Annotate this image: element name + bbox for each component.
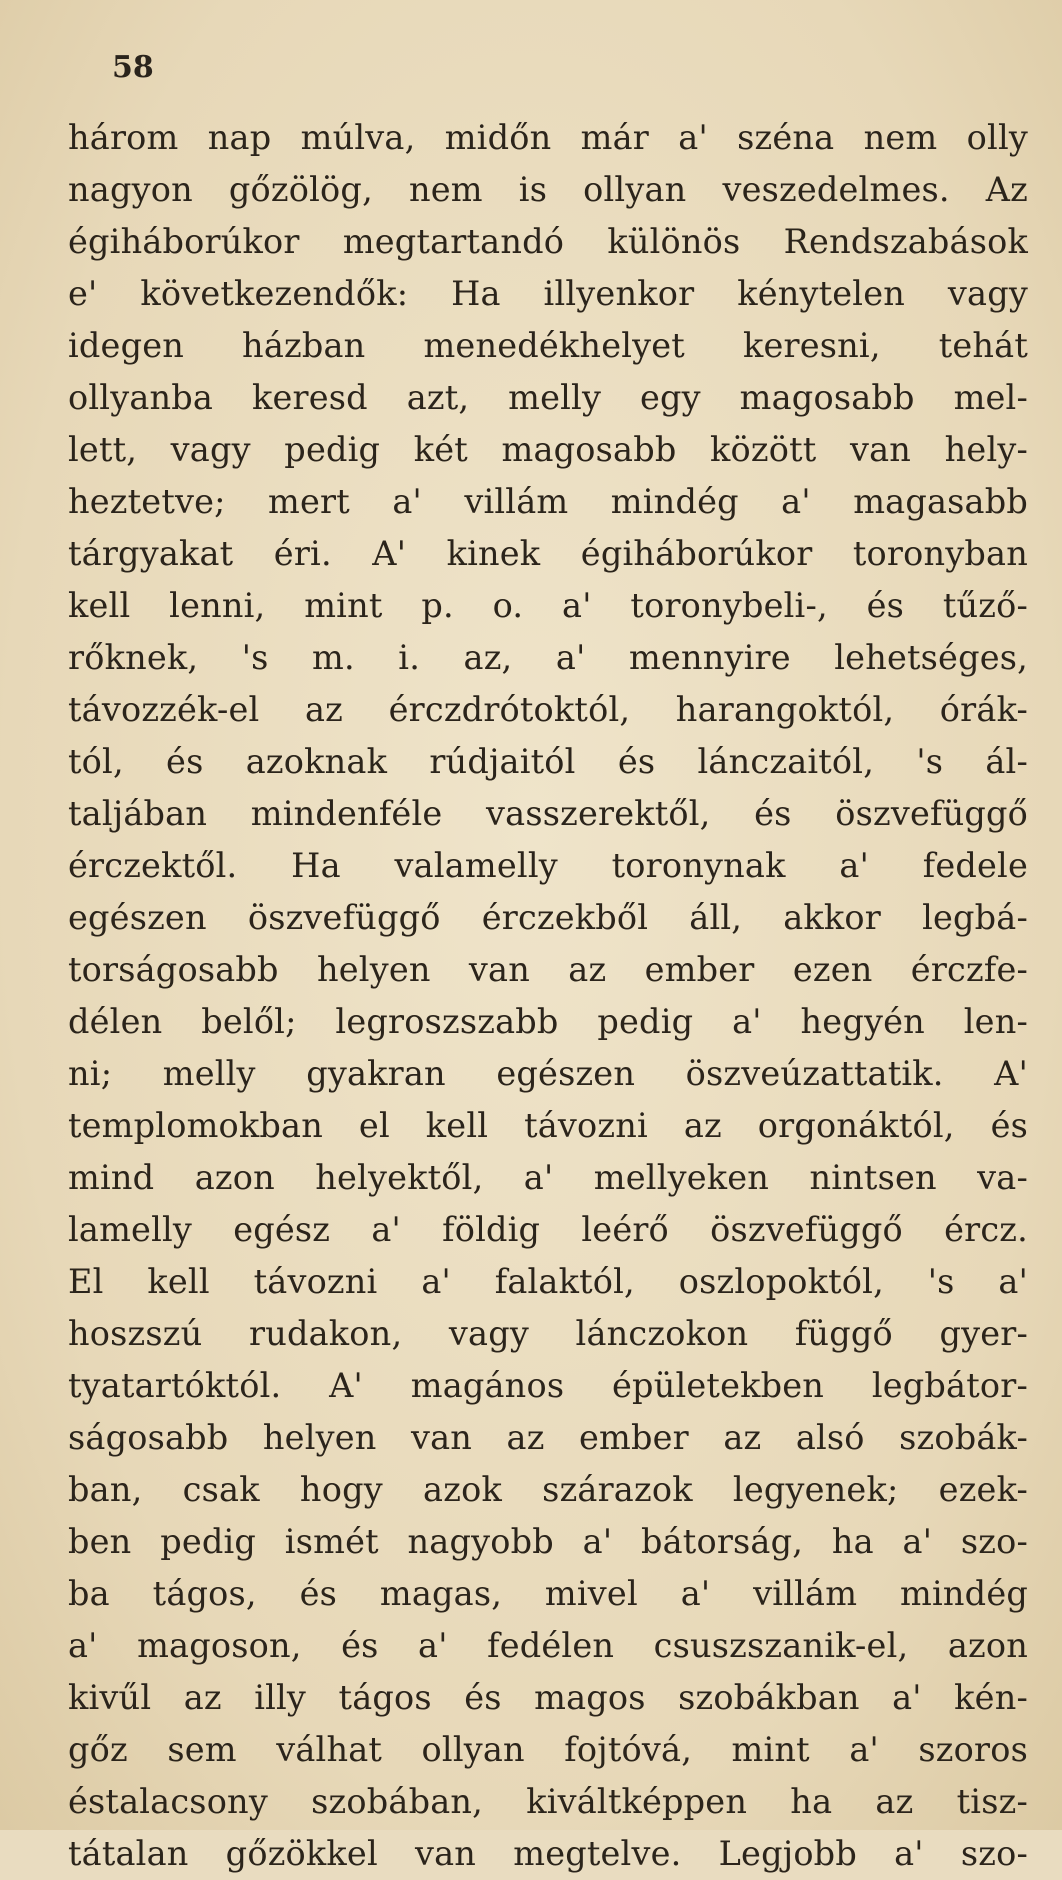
text-line: három nap múlva, midőn már a' széna nem olly xyxy=(68,118,1028,157)
text-line: hoszszú rudakon, vagy lánczokon függő gyer- xyxy=(68,1314,1028,1353)
text-line: nagyon gőzölög, nem is ollyan veszedelmes. Az xyxy=(68,170,1028,209)
text-line: lett, vagy pedig két magosabb között van hely- xyxy=(68,430,1028,469)
text-line: érczektől. Ha valamelly toronynak a' fedele xyxy=(68,846,1028,885)
text-line: távozzék-el az érczdrótoktól, harangoktól, órák- xyxy=(68,690,1028,729)
text-line: ben pedig ismét nagyobb a' bátorság, ha a' szo- xyxy=(68,1522,1028,1561)
text-line: gőz sem válhat ollyan fojtóvá, mint a' szoros xyxy=(68,1730,1028,1769)
text-line: ba tágos, és magas, mivel a' villám mindég xyxy=(68,1574,1028,1613)
text-line: a' magoson, és a' fedélen csuszszanik-el, azon xyxy=(68,1626,1028,1665)
text-line: ban, csak hogy azok szárazok legyenek; ezek- xyxy=(68,1470,1028,1509)
text-line: tátalan gőzökkel van megtelve. Legjobb a' szo- xyxy=(68,1834,1028,1873)
text-line: egészen öszvefüggő érczekből áll, akkor legbá- xyxy=(68,898,1028,937)
text-line: idegen házban menedékhelyet keresni, tehát xyxy=(68,326,1028,365)
text-line: tárgyakat éri. A' kinek égiháborúkor toronyban xyxy=(68,534,1028,573)
text-line: ollyanba keresd azt, melly egy magosabb mel- xyxy=(68,378,1028,417)
text-line: El kell távozni a' falaktól, oszlopoktól, 's a' xyxy=(68,1262,1028,1301)
text-line: templomokban el kell távozni az orgonáktól, és xyxy=(68,1106,1028,1145)
text-line: taljában mindenféle vasszerektől, és öszvefüggő xyxy=(68,794,1028,833)
text-line: tól, és azoknak rúdjaitól és lánczaitól, 's ál- xyxy=(68,742,1028,781)
text-line: tyatartóktól. A' magános épületekben legbátor- xyxy=(68,1366,1028,1405)
text-line: délen belől; legroszszabb pedig a' hegyén len- xyxy=(68,1002,1028,1041)
text-line: torságosabb helyen van az ember ezen érczfe- xyxy=(68,950,1028,989)
text-line: kell lenni, mint p. o. a' toronybeli-, és tűző- xyxy=(68,586,1028,625)
body-text xyxy=(68,112,1028,1880)
text-line: éstalacsony szobában, kiváltképpen ha az tisz- xyxy=(68,1782,1028,1821)
text-line: rőknek, 's m. i. az, a' mennyire lehetséges, xyxy=(68,638,1028,677)
text-line: mind azon helyektől, a' mellyeken nintsen va- xyxy=(68,1158,1028,1197)
text-line: ságosabb helyen van az ember az alsó szobák- xyxy=(68,1418,1028,1457)
text-line: kivűl az illy tágos és magos szobákban a' kén- xyxy=(68,1678,1028,1717)
text-line: ni; melly gyakran egészen öszveúzattatik. A' xyxy=(68,1054,1028,1093)
text-line: heztetve; mert a' villám mindég a' magasabb xyxy=(68,482,1028,521)
text-line: lamelly egész a' földig leérő öszvefüggő ércz. xyxy=(68,1210,1028,1249)
text-line: égiháborúkor megtartandó különös Rendszabások xyxy=(68,222,1028,261)
page-number: 58 xyxy=(112,50,154,85)
text-line: e' következendők: Ha illyenkor kénytelen vagy xyxy=(68,274,1028,313)
